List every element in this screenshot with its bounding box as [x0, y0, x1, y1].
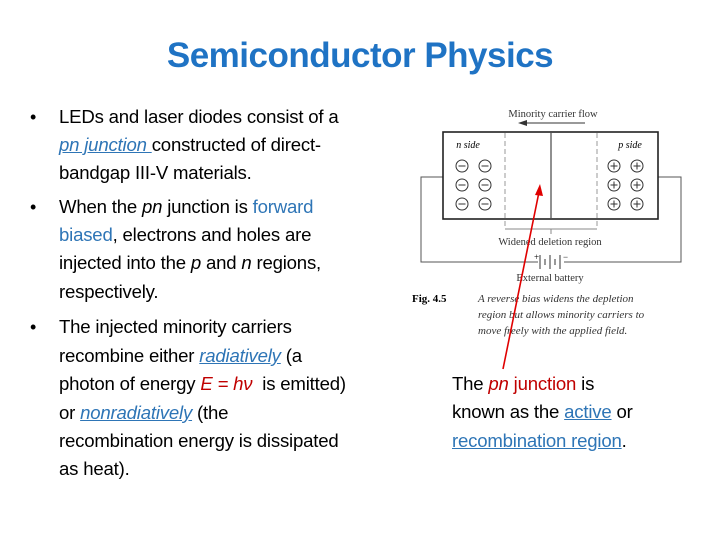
text-segment: or [59, 402, 81, 423]
bullet-icon: • [30, 197, 37, 217]
caption-line: move freely with the applied field. [478, 325, 628, 337]
text-segment: as heat). [59, 458, 130, 479]
caption-number: Fig. 4.5 [412, 293, 447, 305]
battery-label: External battery [516, 273, 584, 284]
bullet-icon: • [30, 107, 37, 127]
text-segment: When the [59, 196, 142, 217]
depletion-label: Widened deletion region [498, 237, 602, 248]
text-segment: . [621, 430, 627, 451]
text-segment: junction [508, 373, 577, 394]
text-segment: n [241, 252, 252, 273]
caption-line: A reverse bias widens the depletion [478, 293, 634, 305]
caption-line: region but allows minority carriers to [478, 309, 645, 321]
text-segment: injected into the [59, 252, 191, 273]
text-segment: constructed of direct- [151, 134, 321, 155]
hyperlink[interactable]: recombination region [452, 430, 622, 451]
text-segment: , electrons and holes are [112, 224, 312, 245]
p-side-label: p side [618, 140, 642, 151]
text-segment: regions, [251, 252, 322, 273]
text-segment: and [200, 252, 242, 273]
text-segment: (the [192, 402, 229, 423]
battery-minus: − [563, 252, 569, 262]
flow-arrow-icon [518, 120, 585, 126]
battery-icon [538, 255, 564, 269]
text-segment: photon of energy [59, 373, 201, 394]
slide-title: Semiconductor Physics [166, 36, 554, 75]
text-segment: forward [252, 196, 314, 217]
text-segment: is [576, 373, 595, 394]
hyperlink[interactable]: pn junction [59, 134, 152, 155]
battery-plus: + [534, 252, 540, 262]
text-segment: pn [488, 373, 509, 394]
text-segment: known as the [452, 401, 565, 422]
text-segment: E = hν [200, 373, 253, 394]
hyperlink[interactable]: active [564, 401, 612, 422]
text-segment: (a [280, 345, 302, 366]
text-segment: respectively. [59, 281, 159, 302]
text-segment: The injected minority carriers [59, 316, 292, 337]
text-segment: bandgap III-V materials. [59, 162, 252, 183]
text-segment: or [611, 401, 633, 422]
text-segment: is emitted) [252, 373, 346, 394]
text-segment: biased [59, 224, 113, 245]
text-segment: p [190, 252, 201, 273]
text-segment: junction is [162, 196, 253, 217]
bullet-icon: • [30, 317, 37, 337]
flow-label: Minority carrier flow [508, 109, 598, 120]
hyperlink[interactable]: radiatively [199, 345, 281, 366]
n-side-label: n side [456, 140, 480, 151]
text-segment: recombination energy is dissipated [59, 430, 339, 451]
text-segment: LEDs and laser diodes consist of a [59, 106, 339, 127]
text-segment: recombine either [59, 345, 200, 366]
text-segment: pn [141, 196, 163, 217]
hyperlink[interactable]: nonradiatively [80, 402, 193, 423]
text-segment: The [452, 373, 489, 394]
